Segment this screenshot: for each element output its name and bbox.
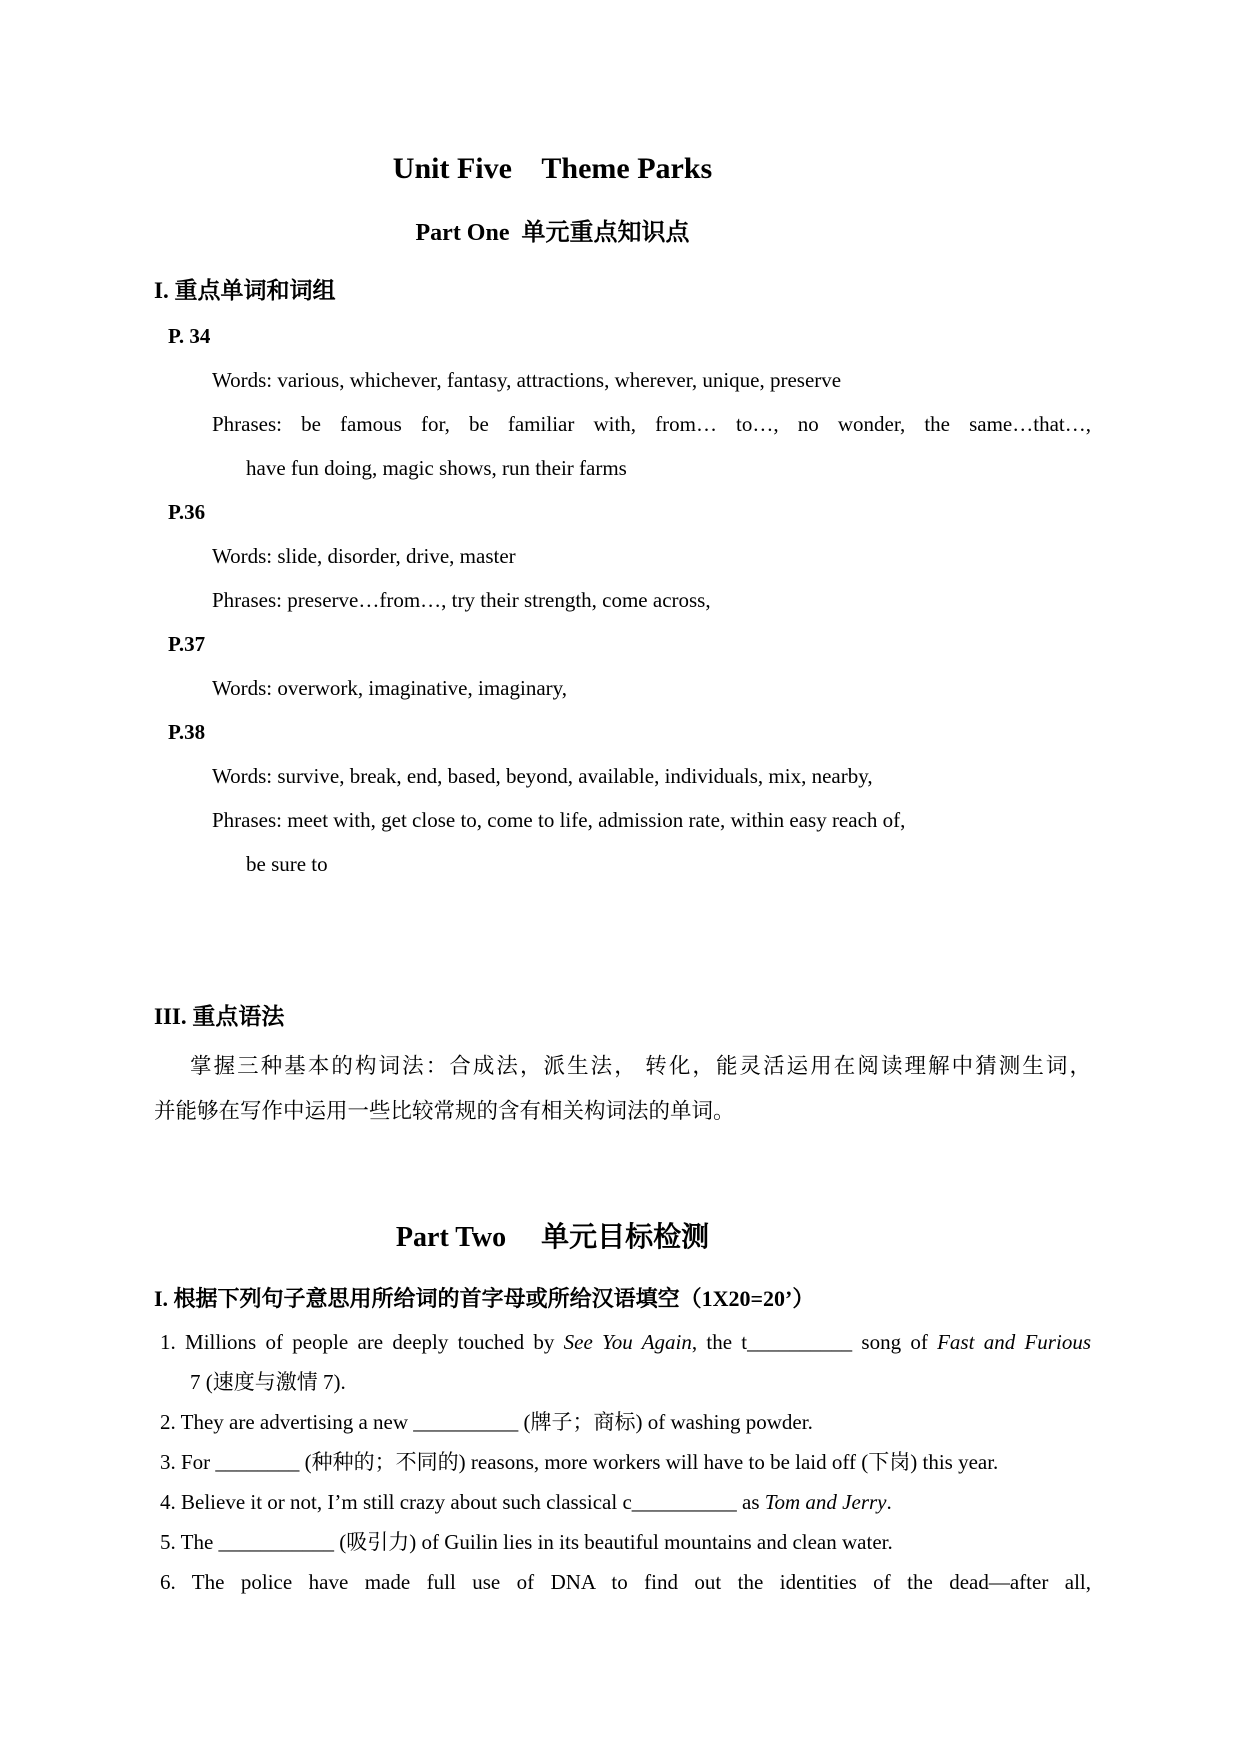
part-one-heading: Part One 单元重点知识点 bbox=[415, 220, 690, 246]
p36-phrases-line: Phrases: preserve…from…, try their strength, come across, bbox=[212, 588, 711, 612]
grammar-paragraph-line-1: 掌握三种基本的构词法：合成法，派生法， 转化，能灵活运用在阅读理解中猜测生词， bbox=[190, 1054, 1091, 1078]
q1-movie-title-fast-and-furious: Fast and Furious bbox=[937, 1330, 1091, 1354]
q1-run-2-blank: , the t__________ song of bbox=[691, 1330, 938, 1354]
question-4 bbox=[160, 1482, 1091, 1522]
p36-words-line: Words: slide, disorder, drive, master bbox=[212, 544, 516, 568]
question-1-line-1 bbox=[160, 1322, 1091, 1362]
p38-phrases-line-1: Phrases: meet with, get close to, come to life, admission rate, within easy reach of, bbox=[212, 808, 906, 832]
p34-phrases-line-1: Phrases: be famous for, be familiar with, from… to…, no wonder, the same…that…, bbox=[212, 412, 1091, 436]
quiz-instructions-heading: I. 根据下列句子意思用所给词的首字母或所给汉语填空（1X20=20’） bbox=[154, 1286, 815, 1311]
doc-title: Unit Five Theme Parks bbox=[392, 152, 713, 185]
p37-words-line: Words: overwork, imaginative, imaginary, bbox=[212, 676, 568, 700]
question-2: 2. They are advertising a new __________ (牌子；商标) of washing powder. bbox=[160, 1410, 813, 1434]
question-5: 5. The ___________ (吸引力) of Guilin lies in its beautiful mountains and clean water. bbox=[160, 1530, 893, 1554]
p34-phrases-line-2: have fun doing, magic shows, run their farms bbox=[246, 456, 627, 480]
question-3: 3. For ________ (种种的；不同的) reasons, more workers will have to be laid off (下岗) this year. bbox=[160, 1450, 999, 1474]
p38-phrases-line-2: be sure to bbox=[246, 852, 328, 876]
q4-run-2: . bbox=[886, 1490, 892, 1514]
page-label-p38: P.38 bbox=[168, 720, 206, 744]
part-two-heading: Part Two 单元目标检测 bbox=[395, 1222, 710, 1253]
question-6: 6. The police have made full use of DNA to find out the identities of the dead—after all, bbox=[160, 1570, 1091, 1594]
grammar-paragraph-line-2: 并能够在写作中运用一些比较常规的含有相关构词法的单词。 bbox=[154, 1099, 735, 1123]
page-label-p34: P. 34 bbox=[168, 324, 211, 348]
q1-song-title-see-you-again: See You Again bbox=[563, 1330, 692, 1354]
grammar-section-heading: III. 重点语法 bbox=[154, 1004, 285, 1029]
p38-words-line: Words: survive, break, end, based, beyond, available, individuals, mix, nearby, bbox=[212, 764, 873, 788]
page-label-p37: P.37 bbox=[168, 632, 206, 656]
q1-run-1: 1. Millions of people are deeply touched by bbox=[160, 1330, 564, 1354]
page-label-p36: P.36 bbox=[168, 500, 206, 524]
q4-run-1-blank: 4. Believe it or not, I’m still crazy about such classical c__________ as bbox=[160, 1490, 765, 1514]
p34-words-line: Words: various, whichever, fantasy, attractions, wherever, unique, preserve bbox=[212, 368, 842, 392]
vocab-section-heading: I. 重点单词和词组 bbox=[154, 278, 336, 303]
q4-cartoon-title-tom-and-jerry: Tom and Jerry bbox=[764, 1490, 887, 1514]
question-1-line-2: 7 (速度与激情 7). bbox=[190, 1370, 346, 1394]
